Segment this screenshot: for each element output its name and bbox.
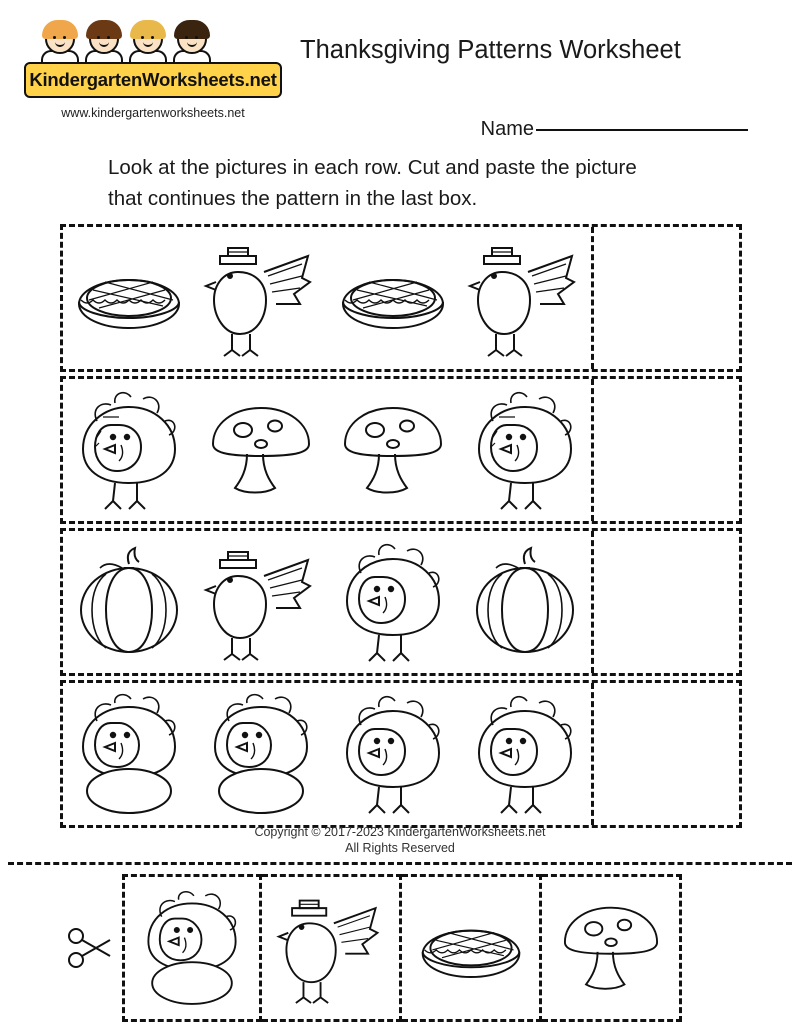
pattern-cell: [459, 227, 591, 369]
kid-avatar-2: [82, 20, 128, 64]
pattern-cell: [195, 227, 327, 369]
pattern-cell: [327, 531, 459, 673]
pattern-cell: [63, 379, 195, 521]
name-label: Name: [480, 118, 534, 140]
kids-illustration: [38, 22, 286, 64]
logo-text: KindergartenWorksheets.net: [29, 69, 277, 90]
scissors-icon: [58, 874, 122, 1022]
answer-box-row-3[interactable]: [591, 531, 739, 673]
answer-box-row-1[interactable]: [591, 227, 739, 369]
answer-box-row-4[interactable]: [591, 683, 739, 825]
kid-avatar-3: [126, 20, 172, 64]
pattern-cell: [63, 531, 195, 673]
logo-banner: [24, 62, 282, 98]
pattern-row-4: [60, 680, 742, 828]
kid-avatar-4: [170, 20, 216, 64]
pattern-cell: [195, 379, 327, 521]
name-blank-line[interactable]: [536, 129, 748, 131]
cutout-item[interactable]: [542, 874, 682, 1022]
pattern-cell: [195, 683, 327, 825]
pattern-row-3: [60, 528, 742, 676]
kid-avatar-1: [38, 20, 84, 64]
pattern-row-2: [60, 376, 742, 524]
instructions-line-2: that continues the pattern in the last box.: [108, 187, 478, 210]
answer-box-row-2[interactable]: [591, 379, 739, 521]
name-field[interactable]: [481, 118, 748, 141]
pattern-rows: [60, 224, 742, 832]
instructions-line-1: Look at the pictures in each row. Cut and paste the picture: [108, 156, 637, 179]
pattern-cell: [459, 531, 591, 673]
page-header: [0, 14, 800, 144]
pattern-cell: [327, 683, 459, 825]
pattern-cell: [195, 531, 327, 673]
site-logo[interactable]: [24, 22, 286, 120]
rights-text: All Rights Reserved: [345, 841, 455, 855]
cut-line-divider: [8, 862, 792, 865]
copyright-block: [0, 824, 800, 856]
cutout-strip: [58, 874, 682, 1022]
instructions: [108, 152, 728, 214]
site-url: www.kindergartenworksheets.net: [61, 106, 245, 120]
pattern-row-1: [60, 224, 742, 372]
pattern-cell: [63, 227, 195, 369]
copyright-text: Copyright © 2017-2023 KindergartenWorksheets.net: [254, 825, 546, 839]
pattern-cell: [327, 379, 459, 521]
cutout-item[interactable]: [402, 874, 542, 1022]
cutout-item[interactable]: [122, 874, 262, 1022]
cutout-item[interactable]: [262, 874, 402, 1022]
pattern-cell: [327, 227, 459, 369]
pattern-cell: [459, 683, 591, 825]
pattern-cell: [459, 379, 591, 521]
pattern-cell: [63, 683, 195, 825]
page-title: Thanksgiving Patterns Worksheet: [300, 36, 681, 64]
